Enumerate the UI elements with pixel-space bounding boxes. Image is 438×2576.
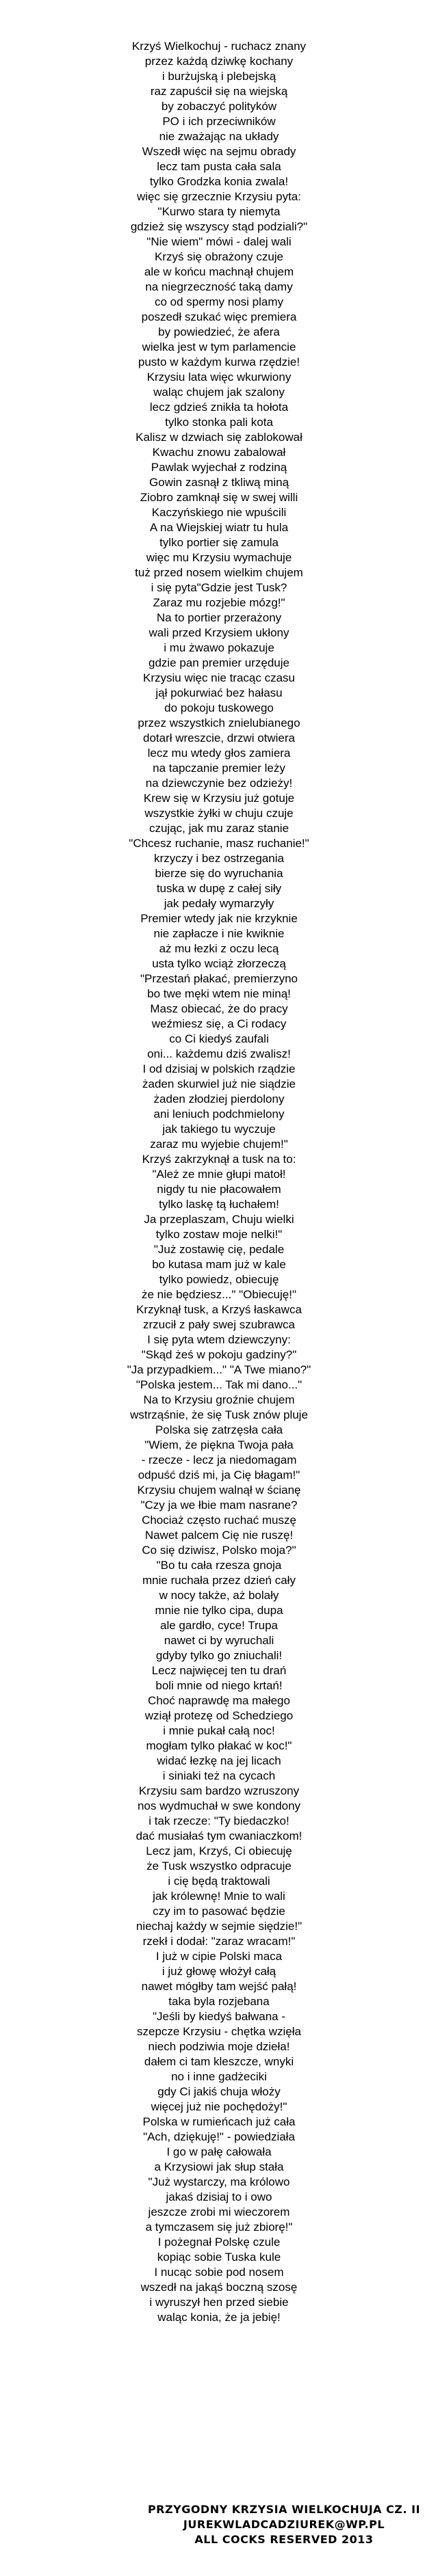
poem-line: Ja przeplaszam, Chuju wielki xyxy=(144,1213,294,1226)
poem-line: Ziobro zamknął się w swej willi xyxy=(140,491,298,504)
poem-line: wszedł na jakąś boczną szosę xyxy=(140,2281,298,2294)
poem-line: krzyczy i bez ostrzegania xyxy=(154,852,284,865)
poem-line: mnie nie tylko cipa, dupa xyxy=(155,1604,283,1617)
poem-line: i się pyta"Gdzie jest Tusk? xyxy=(151,581,287,594)
poem-line: "Ależ ze mnie głupi matoł! xyxy=(152,1168,286,1181)
poem-line: by zobaczyć polityków xyxy=(161,100,277,113)
poem-line: Chociaż często ruchać muszę xyxy=(142,1514,296,1527)
poem-line: Na to Krzysiu groźnie chujem xyxy=(143,1393,295,1406)
poem-line: waląc chujem jak szalony xyxy=(153,386,285,399)
poem-line: i tak rzecze: "Ty biedaczko! xyxy=(149,1814,289,1827)
poem-line: aż mu łezki z oczu lecą xyxy=(159,942,279,955)
poem-line: lecz mu wtedy głos zamiera xyxy=(147,747,291,760)
poem-line: no i inne gadżeciki xyxy=(171,2070,267,2083)
poem-line: Kalisz w dzwiach się zablokował xyxy=(136,431,302,444)
poem-line: a tymczasem się już zbiorę!" xyxy=(145,2221,293,2233)
poem-line: gdyby tylko go zniuchali! xyxy=(155,1649,283,1662)
poem-text xyxy=(0,39,438,2325)
poem-line: bierze się do wyruchania xyxy=(155,867,283,880)
poem-line: gdzież się wszyscy stąd podziali?" xyxy=(130,220,308,233)
poem-line: I już w cipie Polski maca xyxy=(155,1950,283,1963)
poem-line: wszystkie żyłki w chuju czuje xyxy=(144,807,294,820)
poem-line: bo twe męki wtem nie miną! xyxy=(147,987,291,1000)
poem-line: "Wiem, że piękna Twoja pała xyxy=(144,1438,294,1451)
poem-line: Gowin zasnął z tkliwą miną xyxy=(149,476,289,489)
poem-line: a Krzysiowi jak słup stała xyxy=(154,2160,284,2173)
poem-line: Na to portier przerażony xyxy=(156,611,282,624)
poem-line: wziął protezę od Schedziego xyxy=(144,1709,294,1722)
poem-line: mogłam tylko płakać w koc!" xyxy=(146,1739,292,1752)
footer-title: PRZYGODNY KRZYSIA WIELKOCHUJA CZ. II xyxy=(147,2503,421,2516)
poem-line: zrzucił z pały swej szubrawca xyxy=(142,1318,295,1331)
poem-line: i burżujską i plebejską xyxy=(162,70,276,83)
poem-line: wstrząśnie, że się Tusk znów pluje xyxy=(130,1408,308,1421)
poem-line: oni... każdemu dziś zwalisz! xyxy=(147,1047,291,1060)
poem-line: więc mu Krzysiu wymachuje xyxy=(146,551,292,564)
footer-credits xyxy=(140,2502,428,2547)
poem-line: jakaś dzisiaj to i owo xyxy=(166,2190,272,2203)
poem-line: co Ci kiedyś zaufali xyxy=(169,1032,269,1045)
poem-line: bo kutasa mam już w kale xyxy=(152,1258,286,1271)
poem-line: "Już wystarczy, ma królowo xyxy=(148,2175,290,2188)
poem-line: tylko powiedz, obiecuję xyxy=(159,1273,279,1286)
poem-line: I go w pałę całowała xyxy=(166,2145,272,2158)
poem-line: "Przestań płakać, premierzyno xyxy=(140,972,298,985)
poem-line: że nie będziesz..." "Obiecuję!" xyxy=(142,1288,296,1301)
poem-line: Kaczyńskiego nie wpuścili xyxy=(151,506,287,519)
poem-line: Zaraz mu rozjebie mózg!" xyxy=(153,596,285,609)
poem-line: "Bo tu cała rzesza gnoja xyxy=(156,1559,282,1572)
poem-line: gdy Ci jakiś chuja włoży xyxy=(157,2085,281,2098)
poem-line: Krzysiu chujem walnął w ścianę xyxy=(137,1484,301,1497)
poem-line: więcej już nie pochędoży!" xyxy=(151,2100,287,2113)
poem-line: Pawlak wyjechał z rodziną xyxy=(151,461,287,474)
poem-line: Lecz jam, Krzyś, Ci obiecuję xyxy=(146,1844,292,1857)
poem-line: widać łezkę na jej licach xyxy=(157,1754,281,1767)
poem-line: "Kurwo stara ty niemyta xyxy=(157,205,281,218)
poem-line: ani leniuch podchmielony xyxy=(153,1108,285,1121)
poem-line: i już głowę włożył całą xyxy=(162,1965,276,1978)
poem-line: że Tusk wszystko odpracuje xyxy=(146,1860,292,1873)
poem-line: jak pedały wymarzyły xyxy=(164,897,274,910)
poem-line: Krzysiu lata więc wkurwiony xyxy=(146,371,292,384)
poem-line: dałem ci tam kleszcze, wnyki xyxy=(144,2055,294,2068)
poem-line: więc się grzecznie Krzysiu pyta: xyxy=(137,190,301,203)
poem-line: i cię będą traktowali xyxy=(168,1875,270,1888)
poem-line: "Polska jestem... Tak mi dano..." xyxy=(136,1378,302,1391)
poem-line: nawet ci by wyruchali xyxy=(164,1634,274,1647)
poem-line: PO i ich przeciwników xyxy=(162,115,276,128)
poem-line: szepcze Krzysiu - chętka wzięła xyxy=(137,2025,301,2038)
poem-line: Krzyś Wielkochuj - ruchacz znany xyxy=(131,40,307,53)
poem-line: ale w końcu machnął chujem xyxy=(144,265,294,278)
poem-line: nie zapłacze i nie kwiknie xyxy=(153,927,285,940)
poem-line: "Ja przypadkiem..." "A Twe miano?" xyxy=(127,1363,311,1376)
poem-line: Polska się zatrzęsła cała xyxy=(155,1423,283,1436)
poem-line: lecz tam pusta cała sala xyxy=(157,160,281,173)
poem-line: i siniaki też na cycach xyxy=(162,1769,276,1782)
poem-line: Krzysiu więc nie tracąc czasu xyxy=(142,671,296,684)
poem-line: Krzyś zakrzyknął a tusk na to: xyxy=(142,1153,296,1166)
poem-line: Co się dziwisz, Polsko moja?" xyxy=(142,1544,296,1557)
poem-line: A na Wiejskiej wiatr tu hula xyxy=(149,521,289,534)
poem-line: do pokoju tuskowego xyxy=(164,701,274,714)
poem-line: Krzyś się obrażony czuje xyxy=(154,250,284,263)
poem-line: lecz gdzieś znikła ta hołota xyxy=(149,401,289,414)
poem-line: boli mnie od niego krtań! xyxy=(155,1679,283,1692)
poem-line: i mnie pukał całą noc! xyxy=(163,1724,275,1737)
poem-line: Masz obiecać, że do pracy xyxy=(150,1002,288,1015)
poem-line: by powiedzieć, że afera xyxy=(158,325,280,338)
poem-line: Premier wtedy jak nie krzyknie xyxy=(140,912,298,925)
poem-line: Kwachu znowu zabalował xyxy=(152,446,286,459)
poem-line: Choć naprawdę ma małego xyxy=(148,1694,290,1707)
poem-line: Krew się w Krzysiu już gotuje xyxy=(143,792,295,805)
poem-line: nie zważając na układy xyxy=(159,130,279,143)
poem-line: I pożegnał Polskę czule xyxy=(157,2236,281,2249)
poem-line: zaraz mu wyjebie chujem!" xyxy=(150,1138,288,1151)
poem-line: dać musiałaś tym cwaniaczkom! xyxy=(136,1829,302,1842)
poem-line: w nocy także, aż bolały xyxy=(159,1589,279,1602)
poem-line: Lecz najwięcej ten tu drań xyxy=(151,1664,287,1677)
poem-line: rzekł i dodał: "zaraz wracam!" xyxy=(142,1935,296,1948)
poem-line: "Nie wiem" mówi - dalej wali xyxy=(146,235,292,248)
poem-line: I nucąc sobie pod nosem xyxy=(154,2266,284,2279)
poem-line: weźmiesz się, a Ci rodacy xyxy=(151,1017,287,1030)
poem-line: waląc konia, że ja jebię! xyxy=(157,2311,281,2324)
poem-line: poszedł szukać więc premiera xyxy=(141,310,297,323)
poem-line: tylko portier się zamula xyxy=(159,536,279,549)
poem-line: gdzie pan premier urzęduje xyxy=(148,656,289,669)
poem-line: na dziewczynie bez odzieży! xyxy=(145,777,293,790)
poem-line: tylko Grodzka konia zwala! xyxy=(149,175,289,188)
poem-line: jak takiego tu wyczuje xyxy=(162,1123,276,1136)
poem-line: pusto w każdym kurwa rzędzie! xyxy=(138,355,300,368)
poem-line: i mu żwawo pokazuje xyxy=(164,641,274,654)
poem-line: tuska w dupę z całej siły xyxy=(156,882,282,895)
poem-line: tylko zostaw moje nelki!" xyxy=(155,1228,283,1241)
poem-line: "Skąd żeś w pokoju gadziny?" xyxy=(141,1348,297,1361)
poem-line: Krzyknął tusk, a Krzyś łaskawca xyxy=(136,1303,302,1316)
footer-rights: ALL COCKS RESERVED 2013 xyxy=(194,2533,374,2546)
poem-line: jął pokurwiać bez hałasu xyxy=(155,686,283,699)
poem-line: taka byla rozjebana xyxy=(168,1995,270,2008)
poem-line: "Czy ja we łbie mam nasrane? xyxy=(140,1499,298,1512)
poem-line: nawet mógłby tam wejść pałą! xyxy=(141,1980,297,1993)
poem-line: usta tylko wciąż złorzeczą xyxy=(152,957,286,970)
poem-line: raz zapuścił się na wiejską xyxy=(150,85,288,98)
poem-line: i wyruszył hen przed siebie xyxy=(149,2296,289,2309)
poem-line: tuż przed nosem wielkim chujem xyxy=(135,566,303,579)
poem-line: jak królewnę! Mnie to wali xyxy=(153,1890,285,1903)
poem-line: przez wszystkich znielubianego xyxy=(138,716,300,729)
poem-line: I się pyta wtem dziewczyny: xyxy=(147,1333,291,1346)
poem-line: odpuść dziś mi, ja Cię błagam!" xyxy=(138,1468,300,1481)
poem-line: "Ach, dziękuję!" - powiedziała xyxy=(143,2130,295,2143)
poem-line: żaden złodziej pierdolony xyxy=(153,1092,285,1105)
poem-line: Wszedł więc na sejmu obrady xyxy=(142,145,296,158)
poem-line: I od dzisiaj w polskich rządzie xyxy=(142,1062,296,1075)
poem-line: nigdy tu nie płacowałem xyxy=(157,1183,281,1196)
poem-line: wielka jest w tym parlamencie xyxy=(142,340,296,353)
poem-line: Polska w rumieńcach już cała xyxy=(142,2115,296,2128)
poem-line: czy im to pasować będzie xyxy=(153,1905,285,1918)
footer-email: JUREKWLADCADZIUREK@WP.PL xyxy=(183,2518,385,2531)
poem-line: wali przed Krzysiem ukłony xyxy=(149,626,289,639)
poem-line: jeszcze zrobi mi wieczorem xyxy=(148,2205,290,2218)
poem-line: na niegrzeczność taką damy xyxy=(145,280,293,293)
poem-line: niech podziwia moje dzieła! xyxy=(148,2040,290,2053)
poem-line: tylko laskę tą łuchałem! xyxy=(159,1198,279,1211)
poem-line: dotarł wreszcie, drzwi otwiera xyxy=(142,732,295,744)
poem-line: Nawet palcem Cię nie ruszę! xyxy=(144,1529,294,1542)
poem-line: czując, jak mu zaraz stanie xyxy=(149,822,289,835)
poem-line: tylko stonka pali kota xyxy=(165,416,273,429)
poem-line: "Jeśli by kiedyś bałwana - xyxy=(152,2010,286,2023)
poem-line: nos wydmuchał w swe kondony xyxy=(137,1799,301,1812)
poem-line: na tapczanie premier leży xyxy=(153,762,285,775)
poem-line: żaden skurwiel już nie siądzie xyxy=(142,1077,296,1090)
poem-line: co od spermy nosi plamy xyxy=(154,295,284,308)
poem-line: przez każdą dziwkę kochany xyxy=(144,55,294,68)
poem-line: "Już zostawię cię, pedale xyxy=(153,1243,285,1256)
poem-line: ale gardło, cyce! Trupa xyxy=(160,1619,278,1632)
poem-line: mnie ruchała przez dzień cały xyxy=(142,1574,296,1587)
poem-line: Krzysiu sam bardzo wzruszony xyxy=(138,1784,300,1797)
poem-line: - rzecze - lecz ja niedomagam xyxy=(141,1453,297,1466)
poem-line: niechaj każdy w sejmie siędzie!" xyxy=(136,1920,302,1933)
poem-line: "Chcesz ruchanie, masz ruchanie!" xyxy=(129,837,309,850)
poem-line: kopiąc sobie Tuska kule xyxy=(157,2251,281,2264)
